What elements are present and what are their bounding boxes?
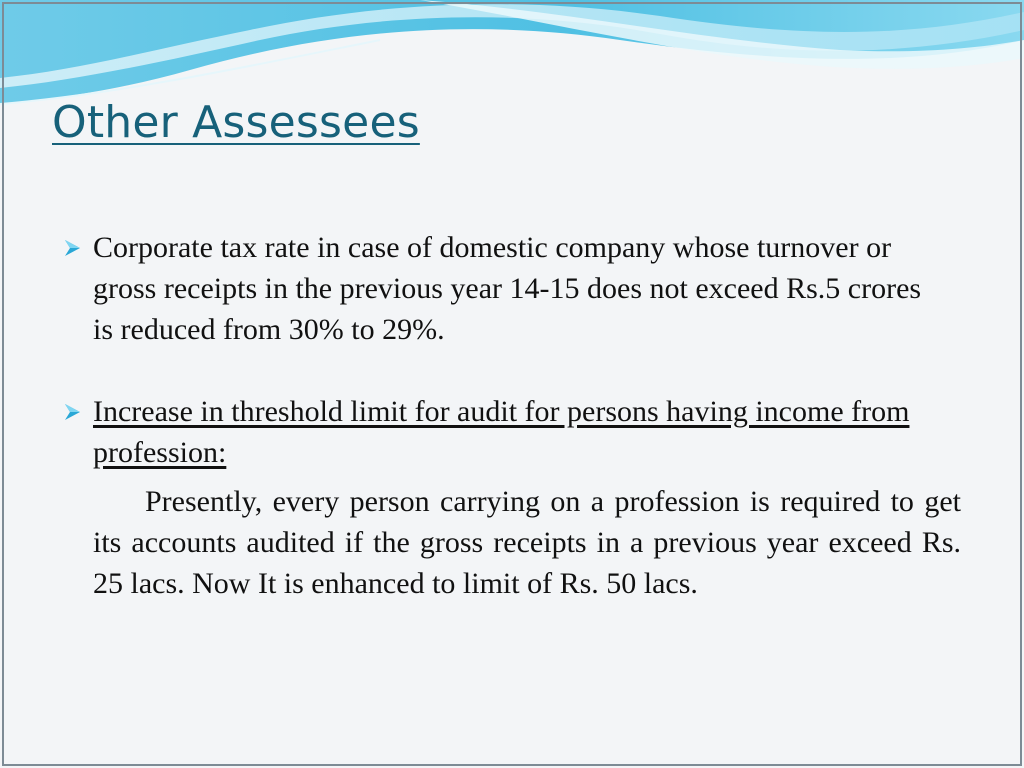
bullet-text: Corporate tax rate in case of domestic company whose turnover or gross receipts in the previous year 14-15 does not exceed Rs.5 crores is reduced from 30% to 29%. (93, 231, 922, 346)
bullet-item (60, 227, 940, 350)
bullet-heading: Increase in threshold limit for audit for persons having income from profession: (93, 395, 910, 469)
bullet-item (60, 391, 940, 473)
arrowhead-bullet-icon (62, 402, 82, 422)
slide-title: Other Assessees (52, 97, 420, 148)
body-paragraph: Presently, every person carrying on a profession is required to get its accounts audited if the gross receipts in a previous year exceed Rs. 25 lacs. Now It is enhanced to limit of Rs. 50 lacs. (93, 485, 961, 600)
arrowhead-bullet-icon (62, 238, 82, 258)
